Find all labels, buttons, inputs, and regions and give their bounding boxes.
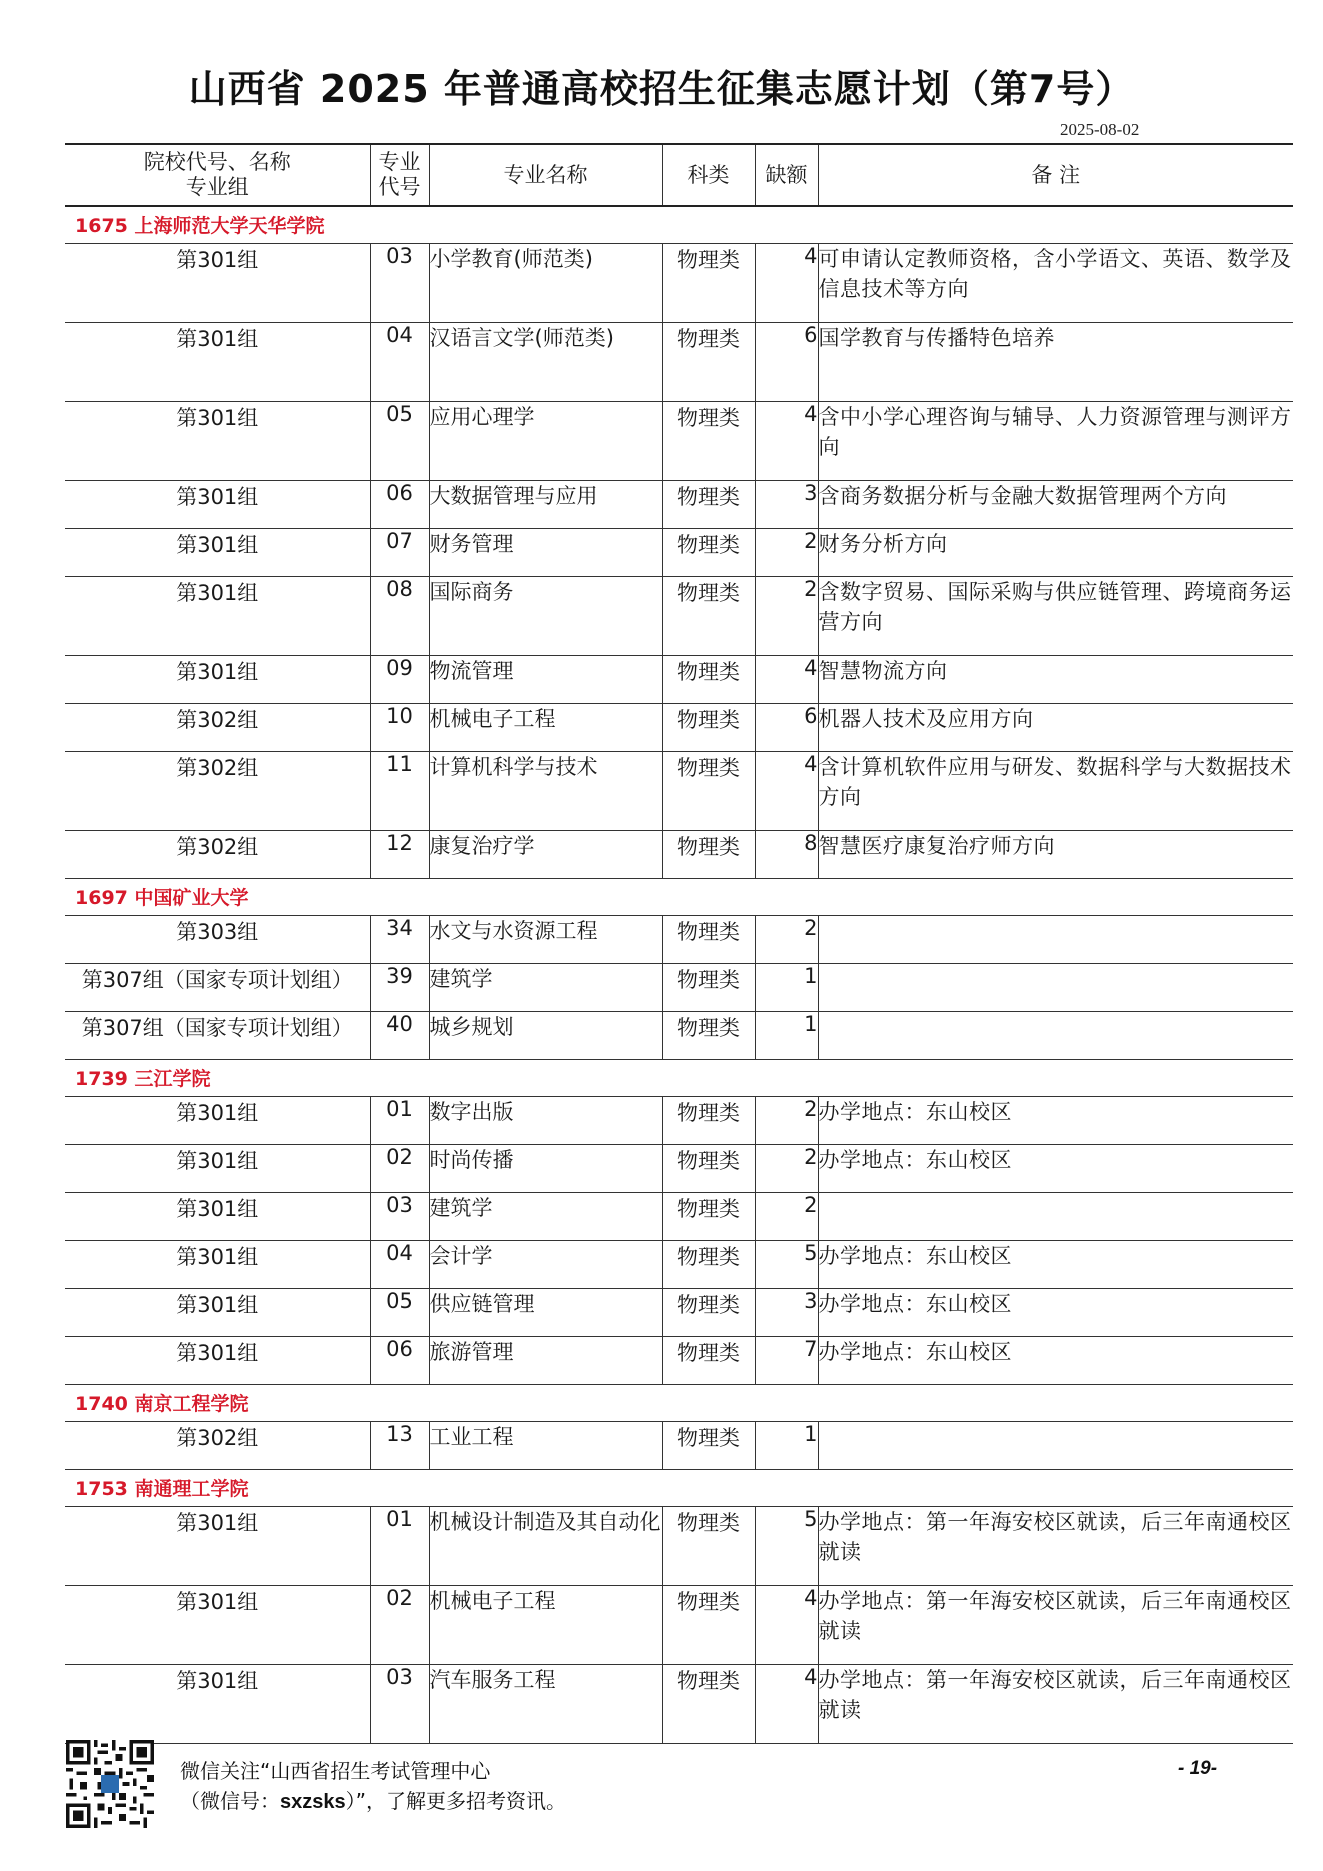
table-row <box>65 1336 1293 1384</box>
group-cell: 第302组 <box>65 751 370 830</box>
vacancy-cell: 1 <box>755 1011 818 1059</box>
major-code-cell: 40 <box>370 1011 429 1059</box>
note-cell: 国学教育与传播特色培养 <box>818 322 1293 401</box>
note-cell: 可申请认定教师资格，含小学语文、英语、数学及信息技术等方向 <box>818 243 1293 322</box>
major-name-cell: 物流管理 <box>429 655 662 703</box>
group-cell: 第301组 <box>65 243 370 322</box>
category-cell: 物理类 <box>662 915 755 963</box>
vacancy-cell: 4 <box>755 401 818 480</box>
vacancy-cell: 2 <box>755 576 818 655</box>
group-cell: 第301组 <box>65 655 370 703</box>
group-cell: 第301组 <box>65 1288 370 1336</box>
major-code-cell: 03 <box>370 1664 429 1743</box>
table-row <box>65 830 1293 878</box>
table-row <box>65 1585 1293 1664</box>
school-name: 1740 南京工程学院 <box>65 1384 1293 1421</box>
category-cell: 物理类 <box>662 1240 755 1288</box>
category-cell: 物理类 <box>662 576 755 655</box>
group-cell: 第301组 <box>65 1336 370 1384</box>
note-cell: 智慧物流方向 <box>818 655 1293 703</box>
major-name-cell: 水文与水资源工程 <box>429 915 662 963</box>
group-cell: 第307组（国家专项计划组） <box>65 963 370 1011</box>
category-cell: 物理类 <box>662 703 755 751</box>
note-cell: 智慧医疗康复治疗师方向 <box>818 830 1293 878</box>
major-code-cell: 04 <box>370 322 429 401</box>
note-cell: 含计算机软件应用与研发、数据科学与大数据技术方向 <box>818 751 1293 830</box>
vacancy-cell: 2 <box>755 1192 818 1240</box>
major-name-cell: 计算机科学与技术 <box>429 751 662 830</box>
major-code-cell: 03 <box>370 243 429 322</box>
category-cell: 物理类 <box>662 401 755 480</box>
major-name-cell: 国际商务 <box>429 576 662 655</box>
major-name-cell: 城乡规划 <box>429 1011 662 1059</box>
vacancy-cell: 2 <box>755 528 818 576</box>
enrollment-plan-table <box>65 143 1293 1744</box>
major-code-cell: 03 <box>370 1192 429 1240</box>
major-code-cell: 05 <box>370 1288 429 1336</box>
table-row <box>65 1192 1293 1240</box>
group-cell: 第301组 <box>65 1096 370 1144</box>
table-row <box>65 655 1293 703</box>
category-cell: 物理类 <box>662 1506 755 1585</box>
category-cell: 物理类 <box>662 1192 755 1240</box>
school-name: 1675 上海师范大学天华学院 <box>65 206 1293 243</box>
category-cell: 物理类 <box>662 655 755 703</box>
table-row <box>65 703 1293 751</box>
category-cell: 物理类 <box>662 1011 755 1059</box>
table-row <box>65 1288 1293 1336</box>
header-note: 备 注 <box>818 144 1293 206</box>
school-section-header <box>65 1059 1293 1096</box>
major-name-cell: 建筑学 <box>429 1192 662 1240</box>
vacancy-cell: 1 <box>755 1421 818 1469</box>
school-section-header <box>65 1469 1293 1506</box>
group-cell: 第301组 <box>65 480 370 528</box>
major-name-cell: 财务管理 <box>429 528 662 576</box>
header-group <box>65 144 370 206</box>
category-cell: 物理类 <box>662 528 755 576</box>
table-row <box>65 963 1293 1011</box>
major-code-cell: 39 <box>370 963 429 1011</box>
table-body <box>65 206 1293 1743</box>
note-cell: 办学地点：第一年海安校区就读，后三年南通校区就读 <box>818 1585 1293 1664</box>
school-section-header <box>65 878 1293 915</box>
group-cell: 第301组 <box>65 1240 370 1288</box>
document-title: 山西省 2025 年普通高校招生征集志愿计划（第7号） <box>188 67 1135 111</box>
group-cell: 第301组 <box>65 576 370 655</box>
vacancy-cell: 2 <box>755 915 818 963</box>
table-row <box>65 1421 1293 1469</box>
note-cell: 办学地点：东山校区 <box>818 1288 1293 1336</box>
table-row <box>65 528 1293 576</box>
group-cell: 第303组 <box>65 915 370 963</box>
category-cell: 物理类 <box>662 243 755 322</box>
vacancy-cell: 4 <box>755 655 818 703</box>
major-name-cell: 康复治疗学 <box>429 830 662 878</box>
note-cell <box>818 1192 1293 1240</box>
header-category: 科类 <box>662 144 755 206</box>
group-cell: 第301组 <box>65 401 370 480</box>
category-cell: 物理类 <box>662 1144 755 1192</box>
footer-text <box>180 1756 566 1817</box>
group-cell: 第301组 <box>65 1192 370 1240</box>
header-vacancy: 缺额 <box>755 144 818 206</box>
major-name-cell: 时尚传播 <box>429 1144 662 1192</box>
vacancy-cell: 5 <box>755 1506 818 1585</box>
vacancy-cell: 2 <box>755 1096 818 1144</box>
header-major: 专业名称 <box>429 144 662 206</box>
vacancy-cell: 4 <box>755 751 818 830</box>
major-code-cell: 08 <box>370 576 429 655</box>
school-name: 1697 中国矿业大学 <box>65 878 1293 915</box>
footer-line1: 微信关注“山西省招生考试管理中心 <box>180 1759 491 1783</box>
category-cell: 物理类 <box>662 1664 755 1743</box>
qr-code-image <box>66 1740 154 1828</box>
major-name-cell: 大数据管理与应用 <box>429 480 662 528</box>
group-cell: 第307组（国家专项计划组） <box>65 1011 370 1059</box>
major-name-cell: 机械电子工程 <box>429 1585 662 1664</box>
table-row <box>65 401 1293 480</box>
table-row <box>65 322 1293 401</box>
group-cell: 第301组 <box>65 1506 370 1585</box>
vacancy-cell: 5 <box>755 1240 818 1288</box>
header-group-label: 院校代号、名称 专业组 <box>143 150 291 199</box>
note-cell: 含数字贸易、国际采购与供应链管理、跨境商务运营方向 <box>818 576 1293 655</box>
table-row <box>65 480 1293 528</box>
major-code-cell: 09 <box>370 655 429 703</box>
group-cell: 第301组 <box>65 528 370 576</box>
table-row <box>65 243 1293 322</box>
major-name-cell: 机械电子工程 <box>429 703 662 751</box>
table-row <box>65 1144 1293 1192</box>
major-name-cell: 供应链管理 <box>429 1288 662 1336</box>
table-row <box>65 751 1293 830</box>
vacancy-cell: 2 <box>755 1144 818 1192</box>
vacancy-cell: 6 <box>755 322 818 401</box>
wechat-id: sxzsks <box>280 1791 346 1813</box>
note-cell: 含中小学心理咨询与辅导、人力资源管理与测评方向 <box>818 401 1293 480</box>
major-code-cell: 01 <box>370 1096 429 1144</box>
group-cell: 第302组 <box>65 830 370 878</box>
major-code-cell: 06 <box>370 1336 429 1384</box>
table-row <box>65 1664 1293 1743</box>
major-code-cell: 10 <box>370 703 429 751</box>
publish-date: 2025-08-02 <box>1060 120 1140 139</box>
note-cell <box>818 1011 1293 1059</box>
category-cell: 物理类 <box>662 1585 755 1664</box>
major-name-cell: 建筑学 <box>429 963 662 1011</box>
note-cell: 办学地点：东山校区 <box>818 1240 1293 1288</box>
note-cell: 办学地点：第一年海安校区就读，后三年南通校区就读 <box>818 1664 1293 1743</box>
major-code-cell: 12 <box>370 830 429 878</box>
page-number: - 19- <box>1178 1758 1218 1779</box>
major-code-cell: 13 <box>370 1421 429 1469</box>
vacancy-cell: 6 <box>755 703 818 751</box>
vacancy-cell: 3 <box>755 480 818 528</box>
note-cell: 财务分析方向 <box>818 528 1293 576</box>
note-cell: 办学地点：东山校区 <box>818 1096 1293 1144</box>
major-code-cell: 11 <box>370 751 429 830</box>
category-cell: 物理类 <box>662 1288 755 1336</box>
header-code-label: 专业 代号 <box>378 150 421 199</box>
group-cell: 第301组 <box>65 1664 370 1743</box>
major-name-cell: 汉语言文学(师范类) <box>429 322 662 401</box>
school-section-header <box>65 1384 1293 1421</box>
vacancy-cell: 3 <box>755 1288 818 1336</box>
group-cell: 第302组 <box>65 1421 370 1469</box>
note-cell <box>818 963 1293 1011</box>
major-code-cell: 01 <box>370 1506 429 1585</box>
major-code-cell: 04 <box>370 1240 429 1288</box>
major-name-cell: 应用心理学 <box>429 401 662 480</box>
note-cell: 办学地点：第一年海安校区就读，后三年南通校区就读 <box>818 1506 1293 1585</box>
note-cell: 办学地点：东山校区 <box>818 1144 1293 1192</box>
table-row <box>65 576 1293 655</box>
table-row <box>65 1096 1293 1144</box>
major-name-cell: 会计学 <box>429 1240 662 1288</box>
vacancy-cell: 7 <box>755 1336 818 1384</box>
category-cell: 物理类 <box>662 1336 755 1384</box>
major-code-cell: 02 <box>370 1144 429 1192</box>
school-name: 1753 南通理工学院 <box>65 1469 1293 1506</box>
vacancy-cell: 4 <box>755 243 818 322</box>
note-cell <box>818 1421 1293 1469</box>
vacancy-cell: 4 <box>755 1585 818 1664</box>
group-cell: 第301组 <box>65 1144 370 1192</box>
note-cell: 办学地点：东山校区 <box>818 1336 1293 1384</box>
header-code <box>370 144 429 206</box>
major-code-cell: 07 <box>370 528 429 576</box>
note-cell <box>818 915 1293 963</box>
group-cell: 第301组 <box>65 1585 370 1664</box>
table-row <box>65 1011 1293 1059</box>
note-cell: 机器人技术及应用方向 <box>818 703 1293 751</box>
note-cell: 含商务数据分析与金融大数据管理两个方向 <box>818 480 1293 528</box>
major-code-cell: 06 <box>370 480 429 528</box>
school-name: 1739 三江学院 <box>65 1059 1293 1096</box>
category-cell: 物理类 <box>662 1096 755 1144</box>
category-cell: 物理类 <box>662 963 755 1011</box>
table-row <box>65 1240 1293 1288</box>
major-name-cell: 汽车服务工程 <box>429 1664 662 1743</box>
vacancy-cell: 1 <box>755 963 818 1011</box>
major-name-cell: 数字出版 <box>429 1096 662 1144</box>
school-section-header <box>65 206 1293 243</box>
category-cell: 物理类 <box>662 1421 755 1469</box>
category-cell: 物理类 <box>662 830 755 878</box>
major-name-cell: 工业工程 <box>429 1421 662 1469</box>
major-name-cell: 机械设计制造及其自动化 <box>429 1506 662 1585</box>
vacancy-cell: 8 <box>755 830 818 878</box>
major-code-cell: 05 <box>370 401 429 480</box>
major-code-cell: 02 <box>370 1585 429 1664</box>
major-name-cell: 小学教育(师范类) <box>429 243 662 322</box>
table-row <box>65 915 1293 963</box>
footer-line2-prefix: （微信号： <box>180 1789 280 1813</box>
footer-line2-suffix: ）”，了解更多招考资讯。 <box>345 1789 566 1813</box>
category-cell: 物理类 <box>662 322 755 401</box>
group-cell: 第301组 <box>65 322 370 401</box>
group-cell: 第302组 <box>65 703 370 751</box>
footer-line2 <box>180 1786 566 1817</box>
category-cell: 物理类 <box>662 480 755 528</box>
major-code-cell: 34 <box>370 915 429 963</box>
category-cell: 物理类 <box>662 751 755 830</box>
table-row <box>65 1506 1293 1585</box>
major-name-cell: 旅游管理 <box>429 1336 662 1384</box>
vacancy-cell: 4 <box>755 1664 818 1743</box>
